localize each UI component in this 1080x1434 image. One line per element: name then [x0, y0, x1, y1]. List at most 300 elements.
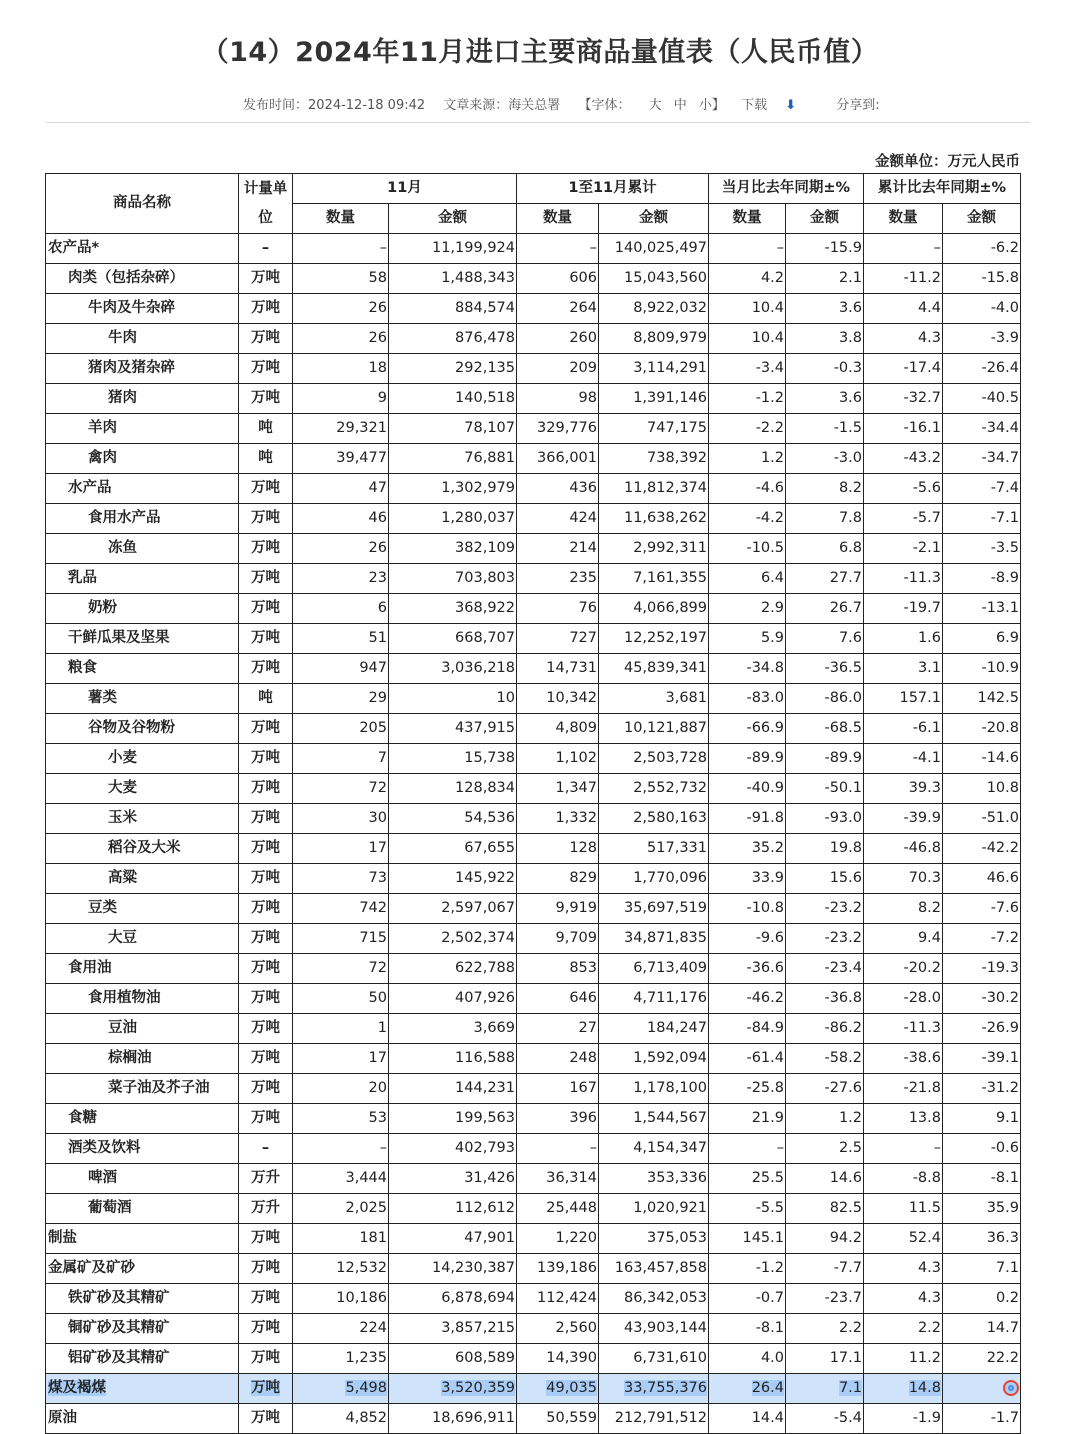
- commodity-name-cell: [46, 1194, 239, 1224]
- commodity-name-cell: [46, 324, 239, 354]
- cumulative-quantity-value: 98: [578, 390, 597, 406]
- november-amount-cell: [389, 1374, 517, 1404]
- monthly-yoy-amount-cell: [786, 324, 864, 354]
- monthly-yoy-quantity-cell: [709, 1314, 786, 1344]
- monthly-yoy-quantity-cell: [709, 654, 786, 684]
- unit-cell: [239, 1374, 293, 1404]
- commodity-name-cell: [46, 1074, 239, 1104]
- currency-unit-note: 金额单位：万元人民币: [875, 154, 1020, 170]
- commodity-name-cell: [46, 1314, 239, 1344]
- monthly-yoy-amount-value: -68.5: [824, 720, 862, 736]
- cumulative-amount-cell: [599, 264, 709, 294]
- november-quantity-cell: [293, 744, 389, 774]
- cumulative-amount-value: 4,711,176: [633, 990, 707, 1006]
- monthly-yoy-quantity-value: -66.9: [746, 720, 784, 736]
- november-quantity-cell: [293, 924, 389, 954]
- november-amount-value: 76,881: [464, 450, 515, 466]
- commodity-name: 煤及褐煤: [48, 1380, 106, 1396]
- unit-cell: [239, 1014, 293, 1044]
- cumulative-yoy-amount-cell: [943, 1404, 1021, 1434]
- download-link[interactable]: [741, 98, 810, 113]
- cumulative-amount-cell: [599, 654, 709, 684]
- monthly-yoy-amount-value: -86.0: [824, 690, 862, 706]
- unit-cell: [239, 864, 293, 894]
- november-quantity-value: 26: [368, 300, 387, 316]
- cumulative-yoy-quantity-cell: [864, 714, 943, 744]
- cumulative-amount-value: 1,020,921: [633, 1200, 707, 1216]
- monthly-yoy-quantity-cell: [709, 924, 786, 954]
- unit-value: 万吨: [251, 1080, 280, 1096]
- cumulative-quantity-value: 829: [569, 870, 597, 886]
- unit-value: 万吨: [251, 1050, 280, 1066]
- header-quantity: 数量: [293, 204, 389, 234]
- unit-value: 万吨: [251, 1020, 280, 1036]
- monthly-yoy-amount-value: -50.1: [824, 780, 862, 796]
- november-quantity-cell: [293, 294, 389, 324]
- monthly-yoy-quantity-cell: [709, 384, 786, 414]
- table-row: [46, 1194, 1021, 1224]
- monthly-yoy-amount-value: 7.8: [838, 510, 862, 526]
- november-amount-value: 876,478: [455, 330, 515, 346]
- monthly-yoy-amount-cell: [786, 1314, 864, 1344]
- commodity-name-cell: [46, 1284, 239, 1314]
- table-row: [46, 324, 1021, 354]
- commodity-name: 猪肉: [108, 390, 137, 406]
- unit-value: 万吨: [251, 840, 280, 856]
- november-amount-value: 144,231: [455, 1080, 515, 1096]
- commodity-name: 原油: [48, 1410, 77, 1426]
- unit-value: 吨: [258, 420, 273, 436]
- font-small-link[interactable]: 小】: [698, 98, 725, 113]
- cumulative-amount-value: 2,503,728: [633, 750, 707, 766]
- november-amount-value: 703,803: [455, 570, 515, 586]
- commodity-name: 食糖: [68, 1110, 97, 1126]
- unit-value: 万吨: [251, 540, 280, 556]
- november-amount-value: 622,788: [455, 960, 515, 976]
- commodity-name-cell: [46, 294, 239, 324]
- monthly-yoy-amount-cell: [786, 444, 864, 474]
- monthly-yoy-quantity-value: –: [776, 240, 784, 256]
- november-amount-cell: [389, 1284, 517, 1314]
- cumulative-yoy-amount-value: 142.5: [977, 690, 1019, 706]
- commodity-name: 干鲜瓜果及坚果: [68, 630, 170, 646]
- november-amount-cell: [389, 714, 517, 744]
- cumulative-yoy-amount-cell: [943, 444, 1021, 474]
- cumulative-yoy-amount-cell: [943, 864, 1021, 894]
- cumulative-yoy-quantity-cell: [864, 984, 943, 1014]
- table-row: [46, 1014, 1021, 1044]
- november-quantity-cell: [293, 714, 389, 744]
- november-quantity-value: 47: [368, 480, 387, 496]
- cumulative-quantity-value: 49,035: [546, 1380, 597, 1396]
- monthly-yoy-amount-cell: [786, 834, 864, 864]
- november-quantity-cell: [293, 1224, 389, 1254]
- november-quantity-value: 10,186: [336, 1290, 387, 1306]
- unit-value: 万吨: [251, 1320, 280, 1336]
- commodity-name: 乳品: [68, 570, 97, 586]
- november-quantity-value: 3,444: [345, 1170, 387, 1186]
- monthly-yoy-quantity-value: 2.9: [760, 600, 784, 616]
- november-amount-cell: [389, 894, 517, 924]
- monthly-yoy-quantity-cell: [709, 294, 786, 324]
- monthly-yoy-quantity-value: 1.2: [760, 450, 784, 466]
- cumulative-yoy-amount-value: -42.2: [981, 840, 1019, 856]
- table-row: [46, 1314, 1021, 1344]
- cumulative-yoy-quantity-cell: [864, 894, 943, 924]
- unit-value: 万吨: [251, 870, 280, 886]
- cumulative-amount-value: 86,342,053: [623, 1290, 707, 1306]
- cumulative-amount-value: 1,544,567: [633, 1110, 707, 1126]
- monthly-yoy-amount-value: -1.5: [833, 420, 862, 436]
- monthly-yoy-quantity-value: -1.2: [755, 390, 784, 406]
- november-amount-value: 145,922: [455, 870, 515, 886]
- cumulative-yoy-quantity-value: -32.7: [903, 390, 941, 406]
- november-amount-value: 608,589: [455, 1350, 515, 1366]
- cumulative-yoy-amount-cell: [943, 294, 1021, 324]
- cumulative-quantity-cell: [517, 654, 599, 684]
- november-amount-cell: [389, 1314, 517, 1344]
- cumulative-quantity-cell: [517, 1194, 599, 1224]
- header-amount: 金额: [786, 204, 864, 234]
- cumulative-yoy-amount-value: -10.9: [981, 660, 1019, 676]
- monthly-yoy-amount-value: -58.2: [824, 1050, 862, 1066]
- table-row: [46, 1404, 1021, 1434]
- cumulative-quantity-value: 366,001: [537, 450, 597, 466]
- header-unit: 计量单位: [239, 174, 293, 234]
- unit-cell: [239, 1284, 293, 1314]
- november-amount-value: 54,536: [464, 810, 515, 826]
- november-quantity-cell: [293, 954, 389, 984]
- unit-cell: [239, 624, 293, 654]
- monthly-yoy-amount-cell: [786, 1344, 864, 1374]
- monthly-yoy-quantity-value: 6.4: [760, 570, 784, 586]
- commodity-name: 食用水产品: [88, 510, 161, 526]
- unit-cell: [239, 714, 293, 744]
- monthly-yoy-quantity-cell: [709, 1164, 786, 1194]
- cumulative-yoy-amount-value: 14.7: [986, 1320, 1019, 1336]
- cumulative-yoy-quantity-cell: [864, 864, 943, 894]
- november-amount-cell: [389, 1404, 517, 1434]
- cumulative-quantity-cell: [517, 354, 599, 384]
- cumulative-yoy-amount-cell: [943, 594, 1021, 624]
- cumulative-amount-value: 1,770,096: [633, 870, 707, 886]
- unit-value: 万吨: [251, 660, 280, 676]
- unit-cell: [239, 684, 293, 714]
- november-quantity-cell: [293, 1194, 389, 1224]
- cumulative-amount-value: 3,681: [665, 690, 707, 706]
- commodity-name: 牛肉及牛杂碎: [88, 300, 175, 316]
- november-quantity-value: –: [379, 240, 387, 256]
- cumulative-quantity-value: 235: [569, 570, 597, 586]
- monthly-yoy-amount-value: -89.9: [824, 750, 862, 766]
- november-quantity-cell: [293, 1314, 389, 1344]
- publish-time: 发布时间：2024-12-18 09:42: [243, 98, 426, 113]
- november-quantity-cell: [293, 1164, 389, 1194]
- cumulative-amount-cell: [599, 954, 709, 984]
- monthly-yoy-quantity-cell: [709, 594, 786, 624]
- cumulative-yoy-amount-value: -13.1: [981, 600, 1019, 616]
- table-row: [46, 594, 1021, 624]
- november-quantity-cell: [293, 1104, 389, 1134]
- monthly-yoy-quantity-cell: [709, 1074, 786, 1104]
- cumulative-yoy-quantity-cell: [864, 324, 943, 354]
- commodity-name: 稻谷及大米: [108, 840, 181, 856]
- table-row: [46, 864, 1021, 894]
- monthly-yoy-amount-cell: [786, 1404, 864, 1434]
- cumulative-quantity-cell: [517, 894, 599, 924]
- table-row: [46, 774, 1021, 804]
- monthly-yoy-quantity-value: -61.4: [746, 1050, 784, 1066]
- table-row: [46, 1164, 1021, 1194]
- november-amount-value: 292,135: [455, 360, 515, 376]
- cumulative-quantity-value: 25,448: [546, 1200, 597, 1216]
- unit-value: 万吨: [251, 510, 280, 526]
- cumulative-amount-value: 7,161,355: [633, 570, 707, 586]
- november-quantity-cell: [293, 1044, 389, 1074]
- unit-cell: [239, 1074, 293, 1104]
- monthly-yoy-amount-cell: [786, 1014, 864, 1044]
- november-amount-value: 1,280,037: [441, 510, 515, 526]
- monthly-yoy-amount-cell: [786, 684, 864, 714]
- commodity-name: 大麦: [108, 780, 137, 796]
- november-quantity-cell: [293, 1074, 389, 1104]
- cumulative-quantity-cell: [517, 864, 599, 894]
- monthly-yoy-amount-value: -27.6: [824, 1080, 862, 1096]
- cumulative-quantity-value: 14,390: [546, 1350, 597, 1366]
- cumulative-yoy-quantity-cell: [864, 474, 943, 504]
- cumulative-quantity-value: 646: [569, 990, 597, 1006]
- november-quantity-cell: [293, 684, 389, 714]
- cumulative-amount-cell: [599, 354, 709, 384]
- cumulative-yoy-quantity-value: 3.1: [917, 660, 941, 676]
- monthly-yoy-quantity-value: -2.2: [755, 420, 784, 436]
- commodity-name: 玉米: [108, 810, 137, 826]
- unit-cell: [239, 1194, 293, 1224]
- cumulative-quantity-value: 260: [569, 330, 597, 346]
- unit-cell: [239, 594, 293, 624]
- cumulative-yoy-amount-value: -14.6: [981, 750, 1019, 766]
- cumulative-yoy-amount-cell: [943, 894, 1021, 924]
- november-quantity-cell: [293, 444, 389, 474]
- commodity-name-cell: [46, 654, 239, 684]
- monthly-yoy-amount-cell: [786, 1374, 864, 1404]
- monthly-yoy-amount-cell: [786, 1284, 864, 1314]
- november-amount-cell: [389, 804, 517, 834]
- unit-cell: [239, 324, 293, 354]
- monthly-yoy-amount-value: -0.3: [833, 360, 862, 376]
- november-quantity-value: 1,235: [345, 1350, 387, 1366]
- cumulative-yoy-quantity-cell: [864, 1284, 943, 1314]
- table-row: [46, 264, 1021, 294]
- november-amount-cell: [389, 594, 517, 624]
- cumulative-yoy-amount-cell: [943, 1374, 1021, 1404]
- cumulative-amount-value: 3,114,291: [633, 360, 707, 376]
- monthly-yoy-amount-value: -93.0: [824, 810, 862, 826]
- commodity-name: 大豆: [108, 930, 137, 946]
- cumulative-yoy-quantity-cell: [864, 564, 943, 594]
- monthly-yoy-quantity-value: 145.1: [742, 1230, 784, 1246]
- november-quantity-cell: [293, 1254, 389, 1284]
- cumulative-yoy-amount-value: -0.6: [990, 1140, 1019, 1156]
- cumulative-quantity-cell: [517, 624, 599, 654]
- cumulative-yoy-quantity-value: 39.3: [908, 780, 941, 796]
- font-size-label: 【字体：: [578, 98, 631, 113]
- monthly-yoy-quantity-cell: [709, 1374, 786, 1404]
- monthly-yoy-amount-value: 1.2: [838, 1110, 862, 1126]
- commodity-name-cell: [46, 1374, 239, 1404]
- november-quantity-value: 29,321: [336, 420, 387, 436]
- cumulative-quantity-value: –: [589, 1140, 597, 1156]
- cumulative-quantity-value: 727: [569, 630, 597, 646]
- november-quantity-value: 73: [368, 870, 387, 886]
- monthly-yoy-quantity-value: -3.4: [755, 360, 784, 376]
- november-amount-value: 11,199,924: [431, 240, 515, 256]
- font-medium-link[interactable]: 中: [673, 98, 687, 113]
- monthly-yoy-quantity-cell: [709, 1404, 786, 1434]
- cumulative-yoy-quantity-cell: [864, 294, 943, 324]
- cumulative-amount-cell: [599, 1044, 709, 1074]
- november-quantity-cell: [293, 474, 389, 504]
- cumulative-yoy-amount-cell: [943, 804, 1021, 834]
- cumulative-yoy-quantity-value: -16.1: [903, 420, 941, 436]
- commodity-name-cell: [46, 1164, 239, 1194]
- cumulative-amount-value: 1,391,146: [633, 390, 707, 406]
- cumulative-yoy-quantity-value: 4.3: [917, 1290, 941, 1306]
- commodity-name: 冻鱼: [108, 540, 137, 556]
- table-row: [46, 834, 1021, 864]
- unit-cell: [239, 1254, 293, 1284]
- commodity-name: 葡萄酒: [88, 1200, 132, 1216]
- monthly-yoy-amount-cell: [786, 354, 864, 384]
- cumulative-yoy-quantity-value: -20.2: [903, 960, 941, 976]
- november-quantity-cell: [293, 1134, 389, 1164]
- monthly-yoy-quantity-cell: [709, 1134, 786, 1164]
- unit-value: 吨: [258, 450, 273, 466]
- unit-value: 万吨: [251, 720, 280, 736]
- november-quantity-value: 742: [359, 900, 387, 916]
- november-amount-cell: [389, 564, 517, 594]
- commodity-name: 铁矿砂及其精矿: [68, 1290, 170, 1306]
- cumulative-quantity-value: 139,186: [537, 1260, 597, 1276]
- font-large-link[interactable]: 大: [648, 98, 662, 113]
- cumulative-amount-value: 184,247: [647, 1020, 707, 1036]
- november-amount-cell: [389, 294, 517, 324]
- cumulative-amount-cell: [599, 384, 709, 414]
- november-amount-value: 3,857,215: [441, 1320, 515, 1336]
- commodity-name: 猪肉及猪杂碎: [88, 360, 175, 376]
- unit-cell: [239, 894, 293, 924]
- cumulative-amount-value: 34,871,835: [623, 930, 707, 946]
- header-amount: 金额: [943, 204, 1021, 234]
- november-amount-value: 140,518: [455, 390, 515, 406]
- monthly-yoy-quantity-cell: [709, 1284, 786, 1314]
- cumulative-quantity-cell: [517, 954, 599, 984]
- table-row: [46, 354, 1021, 384]
- monthly-yoy-amount-value: 19.8: [829, 840, 862, 856]
- unit-value: 万吨: [251, 1290, 280, 1306]
- header-monthly-yoy: 当月比去年同期±%: [709, 174, 864, 204]
- cumulative-yoy-quantity-value: 14.8: [908, 1380, 941, 1396]
- commodity-name: 粮食: [68, 660, 97, 676]
- cumulative-quantity-value: 128: [569, 840, 597, 856]
- cumulative-amount-cell: [599, 1104, 709, 1134]
- november-amount-value: 382,109: [455, 540, 515, 556]
- monthly-yoy-quantity-cell: [709, 1014, 786, 1044]
- cumulative-amount-value: 1,592,094: [633, 1050, 707, 1066]
- november-amount-cell: [389, 954, 517, 984]
- cumulative-yoy-amount-cell: [943, 1284, 1021, 1314]
- cumulative-yoy-quantity-value: -11.3: [903, 1020, 941, 1036]
- cumulative-quantity-cell: [517, 684, 599, 714]
- monthly-yoy-amount-value: 2.2: [838, 1320, 862, 1336]
- commodity-name: 薯类: [88, 690, 117, 706]
- cumulative-quantity-cell: [517, 1314, 599, 1344]
- cumulative-yoy-amount-cell: [943, 624, 1021, 654]
- unit-value: 万吨: [251, 570, 280, 586]
- commodity-name: 食用植物油: [88, 990, 161, 1006]
- cumulative-yoy-quantity-cell: [864, 744, 943, 774]
- cumulative-quantity-cell: [517, 1344, 599, 1374]
- cumulative-quantity-cell: [517, 1134, 599, 1164]
- table-row: [46, 384, 1021, 414]
- unit-value: 万升: [251, 1170, 280, 1186]
- cumulative-yoy-amount-cell: [943, 654, 1021, 684]
- unit-value: 万吨: [251, 630, 280, 646]
- share-label: 分享到:: [836, 98, 880, 113]
- monthly-yoy-quantity-value: 5.9: [760, 630, 784, 646]
- cumulative-yoy-quantity-value: 9.4: [917, 930, 941, 946]
- monthly-yoy-quantity-cell: [709, 1254, 786, 1284]
- cumulative-yoy-quantity-cell: [864, 504, 943, 534]
- cumulative-yoy-quantity-value: 11.5: [908, 1200, 941, 1216]
- monthly-yoy-amount-cell: [786, 804, 864, 834]
- monthly-yoy-amount-value: -5.4: [833, 1410, 862, 1426]
- november-amount-cell: [389, 654, 517, 684]
- november-quantity-value: 26: [368, 330, 387, 346]
- commodity-name-cell: [46, 684, 239, 714]
- commodity-name: 肉类（包括杂碎）: [68, 270, 184, 286]
- november-amount-value: 78,107: [464, 420, 515, 436]
- monthly-yoy-amount-cell: [786, 504, 864, 534]
- table-row: [46, 684, 1021, 714]
- cumulative-quantity-cell: [517, 234, 599, 264]
- monthly-yoy-amount-cell: [786, 474, 864, 504]
- cumulative-amount-cell: [599, 234, 709, 264]
- cumulative-amount-value: 2,580,163: [633, 810, 707, 826]
- november-quantity-value: 5,498: [345, 1380, 387, 1396]
- november-quantity-cell: [293, 324, 389, 354]
- november-amount-value: 116,588: [455, 1050, 515, 1066]
- unit-value: 万吨: [251, 960, 280, 976]
- commodity-name: 禽肉: [88, 450, 117, 466]
- unit-value: –: [261, 240, 270, 256]
- monthly-yoy-quantity-value: 10.4: [751, 300, 784, 316]
- unit-value: 万吨: [251, 1410, 280, 1426]
- cumulative-amount-value: 212,791,512: [614, 1410, 707, 1426]
- cumulative-quantity-cell: [517, 1074, 599, 1104]
- monthly-yoy-quantity-value: -40.9: [746, 780, 784, 796]
- cumulative-yoy-quantity-value: -43.2: [903, 450, 941, 466]
- cumulative-yoy-amount-value: -34.4: [981, 420, 1019, 436]
- download-icon: ⬇: [785, 98, 797, 113]
- november-amount-value: 407,926: [455, 990, 515, 1006]
- cumulative-amount-value: 375,053: [647, 1230, 707, 1246]
- cumulative-yoy-amount-value: 46.6: [986, 870, 1019, 886]
- unit-value: 万吨: [251, 480, 280, 496]
- cumulative-yoy-amount-value: -1.7: [990, 1410, 1019, 1426]
- cumulative-amount-cell: [599, 1224, 709, 1254]
- monthly-yoy-quantity-value: 26.4: [751, 1380, 784, 1396]
